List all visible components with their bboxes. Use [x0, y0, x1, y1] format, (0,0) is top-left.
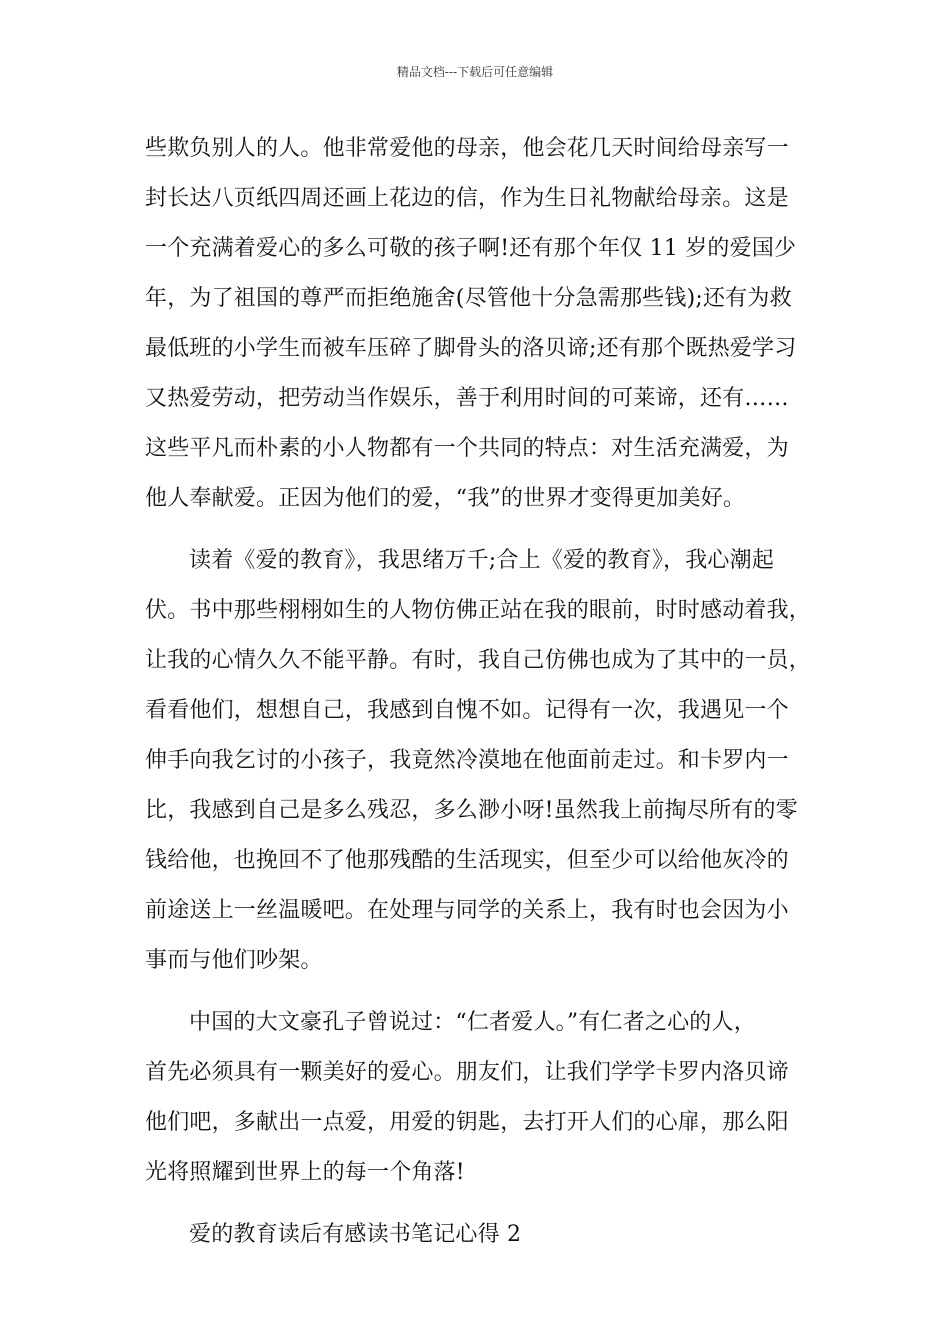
text-line: 让我的心情久久不能平静。有时，我自己仿佛也成为了其中的一员， — [145, 648, 812, 673]
text-line: 前途送上一丝温暖吧。在处理与同学的关系上，我有时也会因为小 — [145, 898, 789, 923]
text-line: 光将照耀到世界上的每一个角落! — [145, 1160, 465, 1185]
text-line: 读着《爱的教育》，我思绪万千;合上《爱的教育》，我心潮起 — [189, 548, 775, 573]
text-line: 封长达八页纸四周还画上花边的信，作为生日礼物献给母亲。这是 — [145, 186, 789, 211]
heading-line: 爱的教育读后有感读书笔记心得 2 — [189, 1222, 522, 1247]
paragraph-2 — [145, 536, 835, 986]
text-line: 比，我感到自己是多么残忍，多么渺小呀!虽然我上前掏尽所有的零 — [145, 798, 798, 823]
text-line: 看看他们，想想自己，我感到自愧不如。记得有一次，我遇见一个 — [145, 698, 789, 723]
text-line: 他人奉献爱。正因为他们的爱，“我”的世界才变得更加美好。 — [145, 486, 746, 511]
paragraph-3 — [145, 998, 835, 1198]
page-header: 精品文档---下载后可任意编辑 — [396, 65, 554, 79]
text-line: 最低班的小学生而被车压碎了脚骨头的洛贝谛;还有那个既热爱学习 — [145, 336, 797, 361]
text-line: 年，为了祖国的尊严而拒绝施舍(尽管他十分急需那些钱);还有为救 — [145, 286, 792, 311]
document-body — [145, 124, 835, 1260]
text-line: 他们吧，多献出一点爱，用爱的钥匙，去打开人们的心扉，那么阳 — [145, 1110, 789, 1135]
text-line: 伏。书中那些栩栩如生的人物仿佛正站在我的眼前，时时感动着我， — [145, 598, 812, 623]
text-line: 事而与他们吵架。 — [145, 948, 323, 973]
text-line: 伸手向我乞讨的小孩子，我竟然冷漠地在他面前走过。和卡罗内一 — [145, 748, 789, 773]
text-line: 钱给他，也挽回不了他那残酷的生活现实，但至少可以给他灰冷的 — [145, 848, 789, 873]
text-line: 首先必须具有一颗美好的爱心。朋友们，让我们学学卡罗内洛贝谛 — [145, 1060, 789, 1085]
text-line: 中国的大文豪孔子曾说过：“仁者爱人。”有仁者之心的人， — [189, 1010, 756, 1035]
section-heading — [145, 1210, 835, 1260]
text-line: 这些平凡而朴素的小人物都有一个共同的特点：对生活充满爱，为 — [145, 436, 789, 461]
paragraph-1 — [145, 124, 835, 524]
text-line: 一个充满着爱心的多么可敬的孩子啊!还有那个年仅 11 岁的爱国少 — [145, 236, 797, 261]
text-line: 些欺负别人的人。他非常爱他的母亲，他会花几天时间给母亲写一 — [145, 136, 789, 161]
text-line: 又热爱劳动，把劳动当作娱乐，善于利用时间的可莱谛，还有…… — [145, 386, 789, 411]
